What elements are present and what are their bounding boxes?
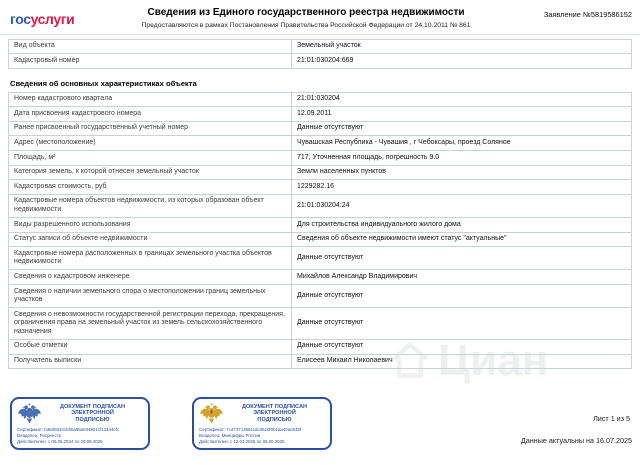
row-label: Категория земель, к которой отнесен земельный участок: [9, 165, 292, 180]
stamp-title: ДОКУМЕНТ ПОДПИСАН ЭЛЕКТРОННОЙ ПОДПИСЬЮ: [59, 403, 126, 423]
document-title: Сведения из Единого государственного реестра недвижимости: [147, 7, 465, 18]
data-actuality-date: Данные актуальны на 16.07.2025: [520, 436, 632, 445]
row-label: Сведения о невозможности государственной регистрации перехода, прекращения, ограничения права на земельный участок из земель сельскохозяйственного назначения: [9, 308, 292, 340]
table-row: [9, 151, 632, 166]
row-value: 21:01:030204: [292, 92, 632, 107]
table-row: [9, 54, 632, 69]
row-value: Земли населенных пунктов: [292, 165, 632, 180]
row-label: Номер кадастрового квартала: [9, 92, 292, 107]
row-value: 12.09.2011: [292, 107, 632, 122]
row-value: Данные отсутствуют: [292, 285, 632, 308]
row-label: Ранее присвоенный государственный учетный номер: [9, 121, 292, 136]
stamp-owner: Владелец: Минцифры России: [199, 432, 261, 438]
signature-stamp: [192, 397, 332, 450]
logo-text-uslugi: услуги: [30, 11, 75, 27]
document-subtitle: Предоставляются в рамках Постановления Правительства Российской Федерации от 24.10.2011 № 861: [141, 21, 471, 29]
table-row: [9, 218, 632, 233]
table-row: [9, 194, 632, 217]
row-label: Статус записи об объекте недвижимости: [9, 232, 292, 247]
row-label: Сведения о кадастровом инженере: [9, 270, 292, 285]
table-row: [9, 270, 632, 285]
row-label: Особые отметки: [9, 339, 292, 354]
row-value: Михайлов Александр Владимирович: [292, 270, 632, 285]
application-number: Заявление №5819586152: [543, 10, 632, 19]
row-label: Вид объекта: [9, 39, 292, 54]
document-header: [0, 0, 640, 29]
row-value: 21:01:030204:24: [292, 194, 632, 217]
watermark-text: Циан: [438, 336, 549, 385]
table-row: [9, 136, 632, 151]
characteristics-table: [8, 92, 632, 369]
row-label: Сведения о наличии земельного спора о местоположении границ земельных участков: [9, 285, 292, 308]
table-row: [9, 180, 632, 195]
stamp-validity: Действителен: с 05.06.2024 по 29.08.2025: [17, 438, 103, 444]
logo-text-gos: гос: [10, 11, 31, 27]
signature-stamp: [10, 397, 150, 450]
stamp-owner: Владелец: Росреестр: [17, 432, 62, 438]
header-divider: [0, 34, 640, 35]
table-row: [9, 247, 632, 270]
row-label: Кадастровые номера объектов недвижимости, из которых образован объект недвижимости: [9, 194, 292, 217]
row-value: Данные отсутствуют: [292, 247, 632, 270]
row-value: Данные отсутствуют: [292, 308, 632, 340]
gosuslugi-logo: [10, 11, 128, 27]
table-row: [9, 285, 632, 308]
row-label: Виды разрешенного использования: [9, 218, 292, 233]
table-row: [9, 339, 632, 354]
document-footer: [0, 392, 640, 462]
row-label: Кадастровые номера расположенных в границах земельного участка объектов недвижимости: [9, 247, 292, 270]
row-value: Для строительства индивидуального жилого дома: [292, 218, 632, 233]
table-row: [9, 232, 632, 247]
table-row: [9, 121, 632, 136]
row-label: Дата присвоения кадастрового номера: [9, 107, 292, 122]
row-value: Сведения об объекте недвижимости имеют статус "актуальные": [292, 232, 632, 247]
row-label: Адрес (местоположение): [9, 136, 292, 151]
row-label: Кадастровая стоимость, руб: [9, 180, 292, 195]
stamp-certificate: Сертификат: 7c4737136811dcd520f0b1aa40ae645f: [199, 427, 302, 432]
russia-coat-of-arms-icon: [199, 402, 224, 425]
row-value: 717, Уточненная площадь, погрешность 9.0: [292, 151, 632, 166]
stamp-title: ДОКУМЕНТ ПОДПИСАН ЭЛЕКТРОННОЙ ПОДПИСЬЮ: [241, 403, 308, 423]
row-value: Земельный участок: [292, 39, 632, 54]
characteristics-heading: Сведения об основных характеристиках объекта: [10, 78, 197, 88]
row-label: Площадь, м²: [9, 151, 292, 166]
rosreestr-eagle-icon: [17, 402, 42, 425]
row-label: Получатель выписки: [9, 354, 292, 369]
table-row: [9, 39, 632, 54]
table-row: [9, 354, 632, 369]
table-row: [9, 107, 632, 122]
row-value: Чувашская Республика - Чувашия , г Чебоксары, проезд Соляное: [292, 136, 632, 151]
row-value: Елисеев Михаил Николаевич: [292, 354, 632, 369]
object-summary-table: [8, 39, 632, 69]
stamp-certificate: Сертификат: b38d5834cb90a88a634901cf13444cfc: [17, 427, 120, 432]
table-row: [9, 92, 632, 107]
table-row: [9, 165, 632, 180]
sheet-number: Лист 1 из 5: [593, 414, 630, 423]
row-value: Данные отсутствуют: [292, 121, 632, 136]
row-value: 1229282.16: [292, 180, 632, 195]
row-label: Кадастровый номер: [9, 54, 292, 69]
row-value: 21:01:030204:669: [292, 54, 632, 69]
table-row: [9, 308, 632, 340]
row-value: Данные отсутствуют: [292, 339, 632, 354]
stamp-validity: Действителен: с 12.03.2025 по 05.06.2026: [199, 438, 285, 444]
